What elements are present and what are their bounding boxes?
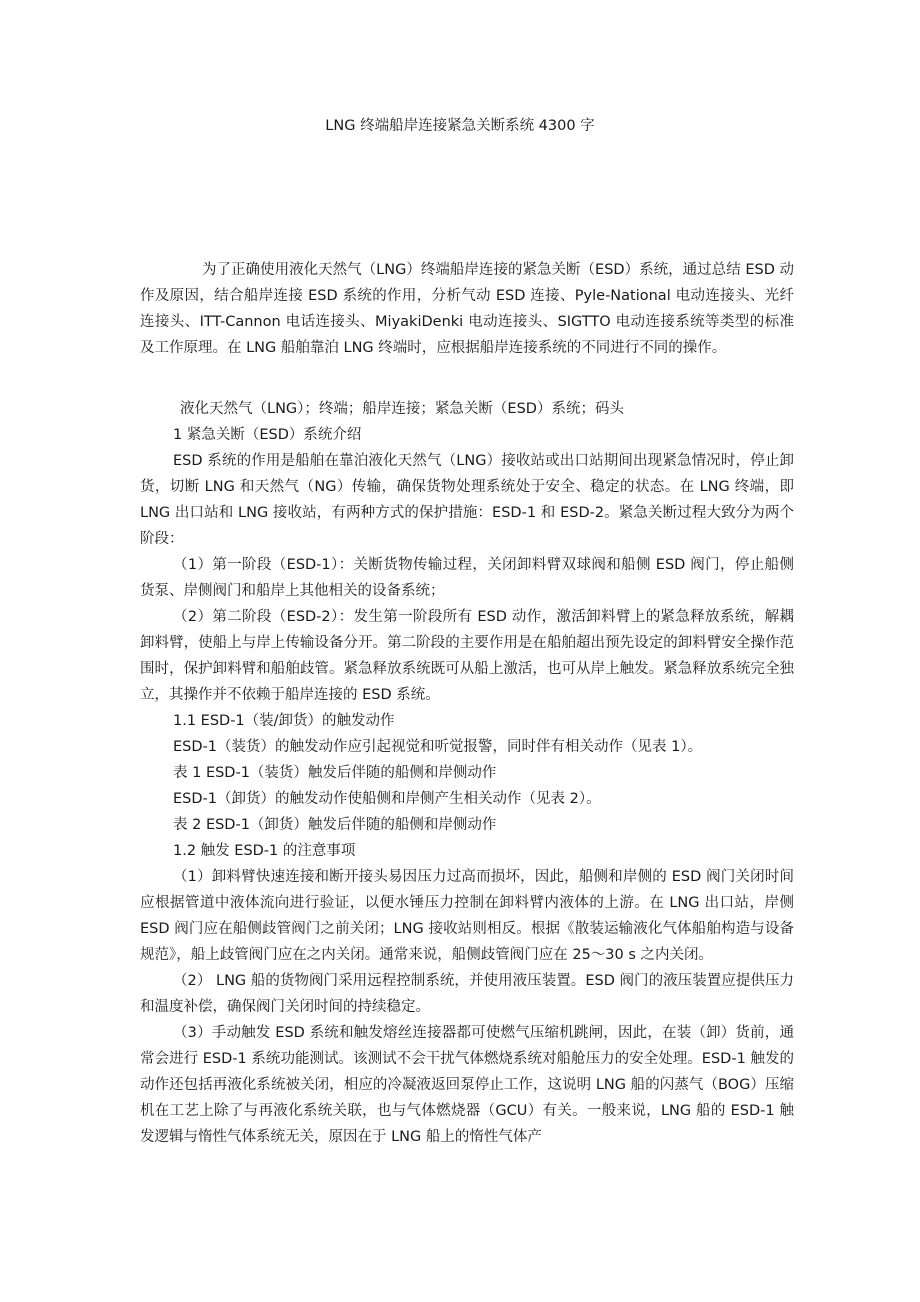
document-body (140, 257, 794, 1150)
list-item: （3）手动触发 ESD 系统和触发熔丝连接器都可使燃气压缩机跳闸，因此，在装（卸）货前，通常会进行 ESD-1 系统功能测试。该测试不会干扰气体燃烧系统对船舱压力的安全处理。ESD-1 触发的动作还包括再液化系统被关闭，相应的冷凝液返回泵停止工作，这说明 LNG 船的闪蒸气（BOG）压缩机在工艺上除了与再液化系统关联，也与气体燃烧器（GCU）有关。一般来说，LNG 船的 ESD-1 触发逻辑与惰性气体系统无关，原因在于 LNG 船上的惰性气体产 (140, 1025, 794, 1145)
body-paragraph: ESD 系统的作用是船舶在靠泊液化天然气（LNG）接收站或出口站期间出现紧急情况时，停止卸货，切断 LNG 和天然气（NG）传输，确保货物处理系统处于安全、稳定的状态。在 LNG 终端，即 LNG 出口站和 LNG 接收站，有两种方式的保护措施：ESD-1 和 ESD-2。紧急关断过程大致分为两个阶段： (140, 453, 794, 547)
document-title: LNG 终端船岸连接紧急关断系统 4300 字 (325, 118, 595, 134)
body-paragraph: ESD-1（卸货）的触发动作使船侧和岸侧产生相关动作（见表 2）。 (173, 791, 601, 807)
table-caption: 表 1 ESD-1（装货）触发后伴随的船侧和岸侧动作 (173, 765, 497, 781)
keywords-line: 液化天然气（LNG）；终端；船岸连接；紧急关断（ESD）系统；码头 (180, 401, 624, 417)
list-item: （1）第一阶段（ESD-1）：关断货物传输过程，关闭卸料臂双球阀和船侧 ESD 阀门，停止船侧货泵、岸侧阀门和船岸上其他相关的设备系统； (140, 557, 794, 599)
section-heading: 1 紧急关断（ESD）系统介绍 (173, 427, 362, 443)
body-paragraph: ESD-1（装货）的触发动作应引起视觉和听觉报警，同时伴有相关动作（见表 1）。 (173, 739, 703, 755)
section-heading: 1.1 ESD-1（装/卸货）的触发动作 (173, 713, 395, 729)
list-item: （2） LNG 船的货物阀门采用远程控制系统，并使用液压装置。ESD 阀门的液压装置应提供压力和温度补偿，确保阀门关闭时间的持续稳定。 (140, 973, 794, 1015)
table-caption: 表 2 ESD-1（卸货）触发后伴随的船侧和岸侧动作 (173, 817, 497, 833)
list-item: （1）卸料臂快速连接和断开接头易因压力过高而损坏，因此，船侧和岸侧的 ESD 阀门关闭时间应根据管道中液体流向进行验证，以便水锤压力控制在卸料臂内液体的上游。在 LNG 出口站，岸侧 ESD 阀门应在船侧歧管阀门之前关闭；LNG 接收站则相反。根据《散装运输液化气体船舶构造与设备规范》，船上歧管阀门应在之内关闭。通常来说，船侧歧管阀门应在 25～30 s 之内关闭。 (140, 869, 794, 963)
abstract-paragraph: 为了正确使用液化天然气（LNG）终端船岸连接的紧急关断（ESD）系统，通过总结 ESD 动作及原因，结合船岸连接 ESD 系统的作用，分析气动 ESD 连接、Pyle-National 电动连接头、光纤连接头、ITT-Cannon 电话连接头、MiyakiDenki 电动连接头、SIGTTO 电动连接系统等类型的标准及工作原理。在 LNG 船舶靠泊 LNG 终端时，应根据船岸连接系统的不同进行不同的操作。 (140, 262, 794, 356)
section-heading: 1.2 触发 ESD-1 的注意事项 (173, 843, 356, 859)
list-item: （2）第二阶段（ESD-2）：发生第一阶段所有 ESD 动作，激活卸料臂上的紧急释放系统，解耦卸料臂，使船上与岸上传输设备分开。第二阶段的主要作用是在船舶超出预先设定的卸料臂安全操作范围时，保护卸料臂和船舶歧管。紧急释放系统既可从船上激活，也可从岸上触发。紧急释放系统完全独立，其操作并不依赖于船岸连接的 ESD 系统。 (140, 609, 794, 703)
